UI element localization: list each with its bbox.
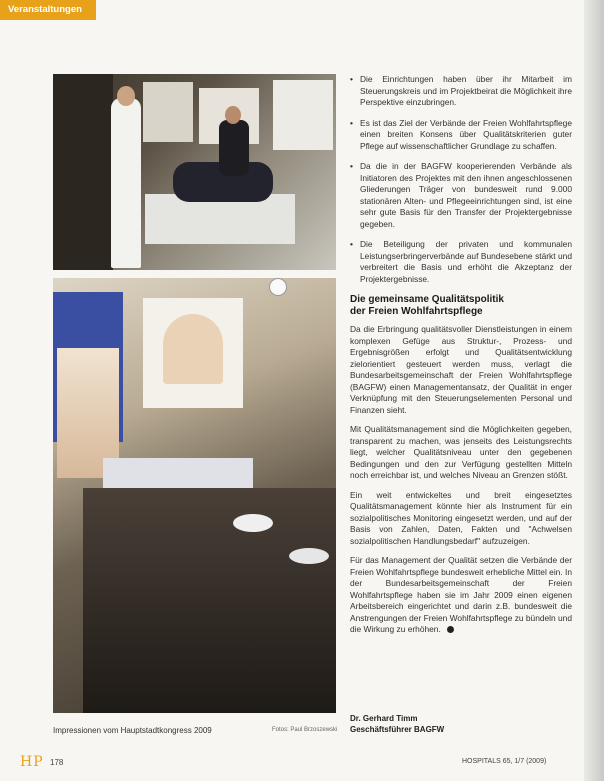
paragraph-text: Für das Management der Qualität setzen die Verbände der Freien Wohlfahrtspflege bundesweit erhebliche Mittel ein. In der Bundesarbeitsgemeinschaft der Freien Wohlfahrtspflege haben sie im Jahr 2009 einen eigenen Arbeitsbereich eingerichtet und darin z.B. bundesweit die Anstrengungen der Freien Wohlfahrtspflege zu bündeln und die Wirkung zu erhöhen. (350, 555, 572, 634)
bullet-list (350, 74, 572, 285)
photo-caption: Impressionen vom Hauptstadtkongress 2009 (53, 726, 212, 735)
bullet-icon: • (350, 117, 353, 128)
page-edge-shadow (584, 0, 604, 781)
section-heading-line1: Die gemeinsame Qualitätspolitik (350, 294, 504, 305)
photo-credit: Fotos: Paul Brzoszewski (272, 727, 338, 733)
photo-shape-table (233, 514, 273, 532)
section-heading-line2: der Freien Wohlfahrtspflege (350, 306, 483, 317)
bullet-item (350, 239, 572, 285)
paragraph: Ein weit entwickeltes und breit eingesetztes Qualitätsmanagement könnte hier als Instrument für ein sozialpolitisches Monitoring eingesetzt werden, und auf der Basis von Zahlen, Daten, Fakten und "Achwelsen sozialpolitischen Handlungsbedarf" aufzuzeigen. (350, 489, 572, 546)
issue-reference: HOSPITALS 65, 1/7 (2009) (462, 758, 547, 765)
photo-shape-poster (143, 82, 193, 142)
photo-shape-display-portrait (163, 314, 223, 384)
photo-shape-nurse (111, 98, 141, 268)
author-block (350, 713, 444, 735)
end-mark-icon (447, 626, 454, 633)
photo-shape-table-2 (289, 548, 329, 564)
bullet-text: Die Einrichtungen haben über ihr Mitarbeit im Steuerungskreis und im Projektbeirat die Möglichkeit ihre Perspektive einzubringen. (360, 74, 572, 107)
author-role: Geschäftsführer BAGFW (350, 725, 445, 734)
bullet-item (350, 74, 572, 109)
bullet-icon: • (350, 74, 353, 84)
author-name: Dr. Gerhard Timm (350, 714, 418, 723)
photo-demonstration-bed (53, 74, 336, 270)
bullet-item (350, 118, 572, 153)
page-number: 178 (50, 758, 64, 767)
paragraph-last (350, 555, 572, 636)
bullet-item (350, 161, 572, 230)
paragraph: Mit Qualitätsmanagement sind die Möglichkeiten gegeben, transparent zu machen, was jenseits des Leistungsrechts liegt, welcher Qualitätsniveau unter den gegebenen Bedingungen und den zur Verfügung gestellten Mitteln noch erreichbar ist, und welches Niveau an Grenzen stößt. (350, 424, 572, 480)
photo-shape-crowd (83, 488, 336, 713)
bullet-text: Es ist das Ziel der Verbände der Freien Wohlfahrtspflege einen breiten Konsens über Qualitätskriterien guter Pflege auf wissenschaftlicher Grundlage zu schaffen. (360, 117, 572, 151)
photo-congress-booth (53, 278, 336, 713)
bullet-icon: • (350, 239, 353, 249)
photo-shape-woman-head (225, 106, 241, 124)
photo-shape-window (273, 80, 333, 150)
bullet-icon: • (350, 161, 353, 171)
photo-shape-doorway (53, 74, 113, 270)
paragraph: Da die Erbringung qualitätsvoller Dienstleistungen in einem komplexen Gefüge aus Struktur-, Prozess- und Ergebnisgrößen erfolgt und Qualitätsentwicklung zielorientiert gesteuert werden muss, verlagt die Bundesarbeitsgemeinschaft der Freien Wohlfahrtspflege (BAGFW) einen Managementansatz, der Qualität in enger Verknüpfung mit den Steuerungselementen Personal und Finanzen sieht. (350, 324, 572, 415)
bullet-text: Da die in der BAGFW kooperierenden Verbände als Initiatoren des Projektes mit den ihnen angeschlossenen Gliederungen Träger von bundesweit rund 9.000 stationären Alten- und Pflegeeinrichtungen sind, ist eine sehr gute Basis für den Transfer der Projektergebnisse gegeben. (360, 161, 572, 229)
bullet-text: Die Beteiligung der privaten und kommunalen Leistungserbringerverbände auf Bundesebene stärkt und verbreitert die Basis und erhöht die Akzeptanz der Projektergebnisse. (360, 239, 572, 284)
photo-shape-nurse-head (117, 86, 135, 106)
section-tag: Veranstaltungen (0, 0, 96, 20)
text-column (350, 74, 572, 644)
photo-shape-clock (269, 278, 287, 296)
photo-shape-woman (219, 120, 249, 176)
footer-logo: HP (20, 754, 44, 770)
section-heading (350, 294, 572, 318)
